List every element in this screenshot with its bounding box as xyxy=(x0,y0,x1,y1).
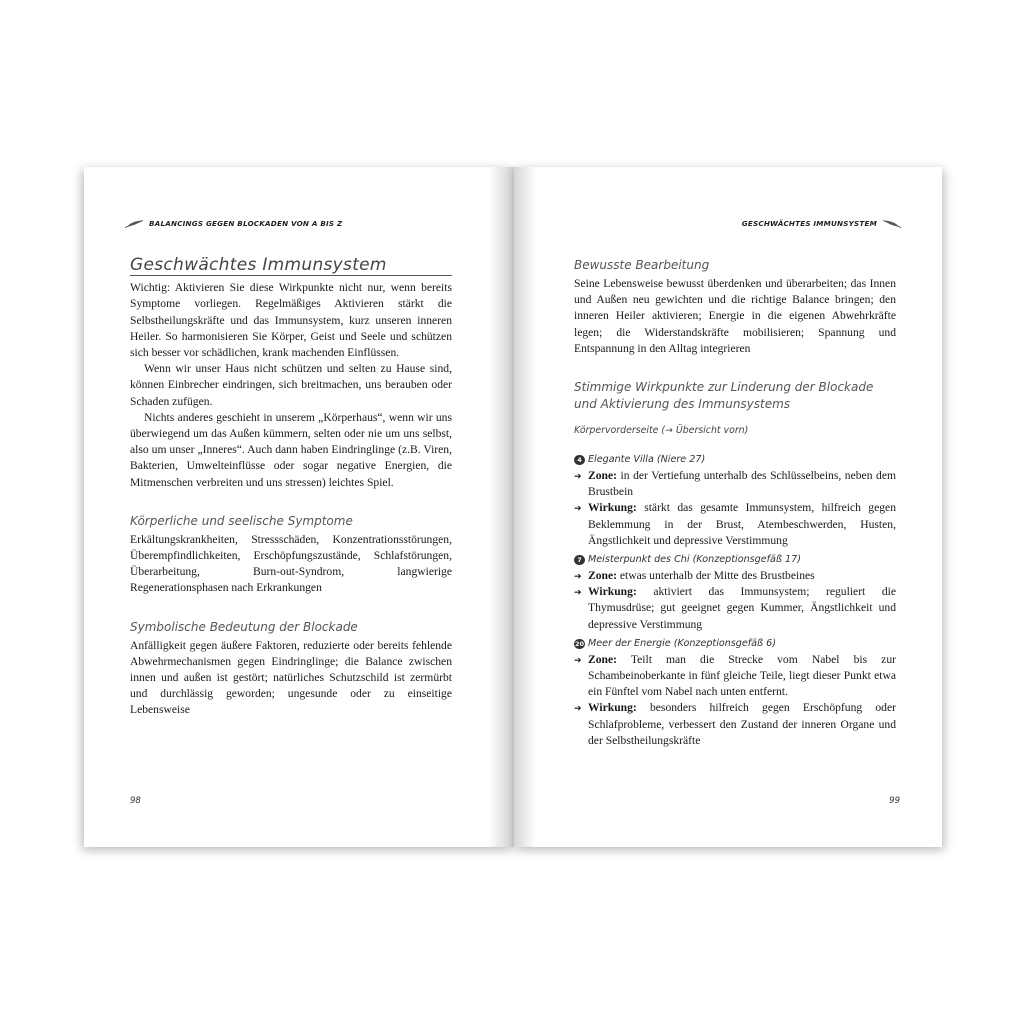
list-item xyxy=(574,500,896,549)
zone-text: Teilt man die Strecke vom Nabel bis zur Schambeinoberkante in fünf gleiche Teile, liegt dieser Punkt etwa ein Fünftel vom Nabel nach unten entfernt. xyxy=(588,652,896,699)
right-column xyxy=(574,257,896,749)
arrow-icon: ➔ xyxy=(574,571,582,582)
point-entry xyxy=(574,453,896,549)
effect-text: stärkt das gesamte Immunsystem, hilfreich gegen Beklemmung in der Brust, Atembeschwerden, Husten, Ängstlichkeit und depressive Verstimmung xyxy=(588,501,896,547)
point-number-badge: 4 xyxy=(574,455,585,465)
point-name: Meisterpunkt des Chi (Konzeptionsgefäß 17) xyxy=(588,554,801,566)
list-item xyxy=(574,468,896,500)
arrow-icon: ➔ xyxy=(574,503,582,514)
list-item xyxy=(574,584,896,633)
page-number: 99 xyxy=(889,796,900,806)
meaning-text: Anfälligkeit gegen äußere Faktoren, reduzierte oder bereits fehlende Abwehrmechanismen gegen Eindringlinge; die Balance zwischen innen und außen ist gestört; natürliches Schutzschild ist zermürbt und durchlässig geworden; ungesunde oder zu einseitige Lebensweise xyxy=(130,638,452,717)
section-heading-processing: Bewusste Bearbeitung xyxy=(574,258,710,272)
arrow-icon: ➔ xyxy=(574,471,582,482)
arrow-icon: ➔ xyxy=(574,703,582,714)
point-name: Meer der Energie (Konzeptionsgefäß 6) xyxy=(588,637,776,649)
point-heading xyxy=(574,453,896,467)
page-number: 98 xyxy=(130,796,141,806)
effect-label: Wirkung: xyxy=(588,501,637,515)
point-number-badge: 7 xyxy=(574,555,585,565)
gutter-shadow xyxy=(488,167,514,847)
left-page xyxy=(84,167,514,847)
zone-label: Zone: xyxy=(588,652,617,666)
left-column xyxy=(130,257,452,719)
running-head xyxy=(124,219,342,228)
list-item xyxy=(574,652,896,701)
section-subheading: Körpervorderseite (→ Übersicht vorn) xyxy=(574,425,749,437)
effect-label: Wirkung: xyxy=(588,585,637,599)
arrow-icon: ➔ xyxy=(574,654,582,665)
leaf-icon xyxy=(124,220,144,228)
page-title: Geschwächtes Immunsystem xyxy=(130,257,452,276)
right-page xyxy=(514,167,942,847)
section-heading-meaning: Symbolische Bedeutung der Blockade xyxy=(130,619,358,634)
zone-text: etwas unterhalb der Mitte des Brustbeines xyxy=(619,569,815,583)
paragraph: Nichts anderes geschieht in unserem „Körperhaus“, wenn wir uns überwiegend um das Außen kümmern, selten oder nie um uns selbst, also um unser „Inneres“. Auch dann haben Eindringlinge (z.B. Viren, Bakterien, Umwelteinflüsse oder sogar negative Energien, die Mitmenschen verbreiten und uns stressen) leichtes Spiel. xyxy=(130,410,452,489)
section-heading-points: Stimmige Wirkpunkte zur Linderung der Blockade und Aktivierung des Immunsystems xyxy=(574,380,874,412)
section-heading-symptoms: Körperliche und seelische Symptome xyxy=(130,513,353,528)
zone-text: in der Vertiefung unterhalb des Schlüsselbeins, neben dem Brustbein xyxy=(588,469,896,499)
symptoms-text: Erkältungskrankheiten, Stressschäden, Konzentrationsstörungen, Überempfindlichkeiten, Erschöpfungszustände, Schlafstörungen, Überarbeitung, Burn-out-Syndrom, langwierige Regenerationsphasen nach Erkrankungen xyxy=(130,532,452,595)
running-head xyxy=(742,219,902,228)
point-number-badge: 20 xyxy=(574,639,585,648)
point-heading xyxy=(574,637,896,651)
point-entry xyxy=(574,637,896,749)
point-heading xyxy=(574,553,896,567)
running-head-text: GESCHWÄCHTES IMMUNSYSTEM xyxy=(741,219,877,228)
effect-text: aktiviert das Immunsystem; reguliert die Thymusdrüse; gut geeignet gegen Kummer, Ängstlichkeit und depressive Verstimmung xyxy=(588,585,896,631)
point-entry xyxy=(574,553,896,633)
zone-label: Zone: xyxy=(588,469,617,483)
effect-label: Wirkung: xyxy=(588,701,637,715)
list-item xyxy=(574,700,896,749)
intro-paragraph: Wichtig: Aktivieren Sie diese Wirkpunkte nicht nur, wenn bereits Symptome vorliegen. Regelmäßiges Aktivieren stärkt die Selbstheilungskräfte und das Immunsystem, kurz unseren inneren Heiler. So harmonisieren Sie Körper, Geist und Seele und schützen sich besser vor schädlichen, krank machenden Einflüssen. xyxy=(130,281,452,360)
open-book xyxy=(84,167,942,847)
point-name: Elegante Villa (Niere 27) xyxy=(588,454,706,466)
leaf-icon xyxy=(882,220,902,228)
effect-text: besonders hilfreich gegen Erschöpfung oder Schlafprobleme, verbessert den Zustand der inneren Organe und der Selbstheilungskräfte xyxy=(588,701,896,747)
running-head-text: BALANCINGS GEGEN BLOCKADEN VON A BIS Z xyxy=(149,219,343,228)
paragraph: Wenn wir unser Haus nicht schützen und selten zu Hause sind, können Einbrecher eindringen, sich breitmachen, uns berauben oder Schaden zufügen. xyxy=(130,362,452,408)
list-item xyxy=(574,568,896,584)
processing-text: Seine Lebensweise bewusst überdenken und überarbeiten; das Innen und Außen neu gewichten und die richtige Balance bringen; den inneren Heiler aktivieren; Energie in die eigenen Abwehrkräfte legen; die Widerstandskräfte mobilisieren; Spannung und Entspannung in den Alltag integrieren xyxy=(574,277,896,355)
arrow-icon: ➔ xyxy=(574,587,582,598)
gutter-shadow xyxy=(514,167,536,847)
zone-label: Zone: xyxy=(588,569,617,583)
